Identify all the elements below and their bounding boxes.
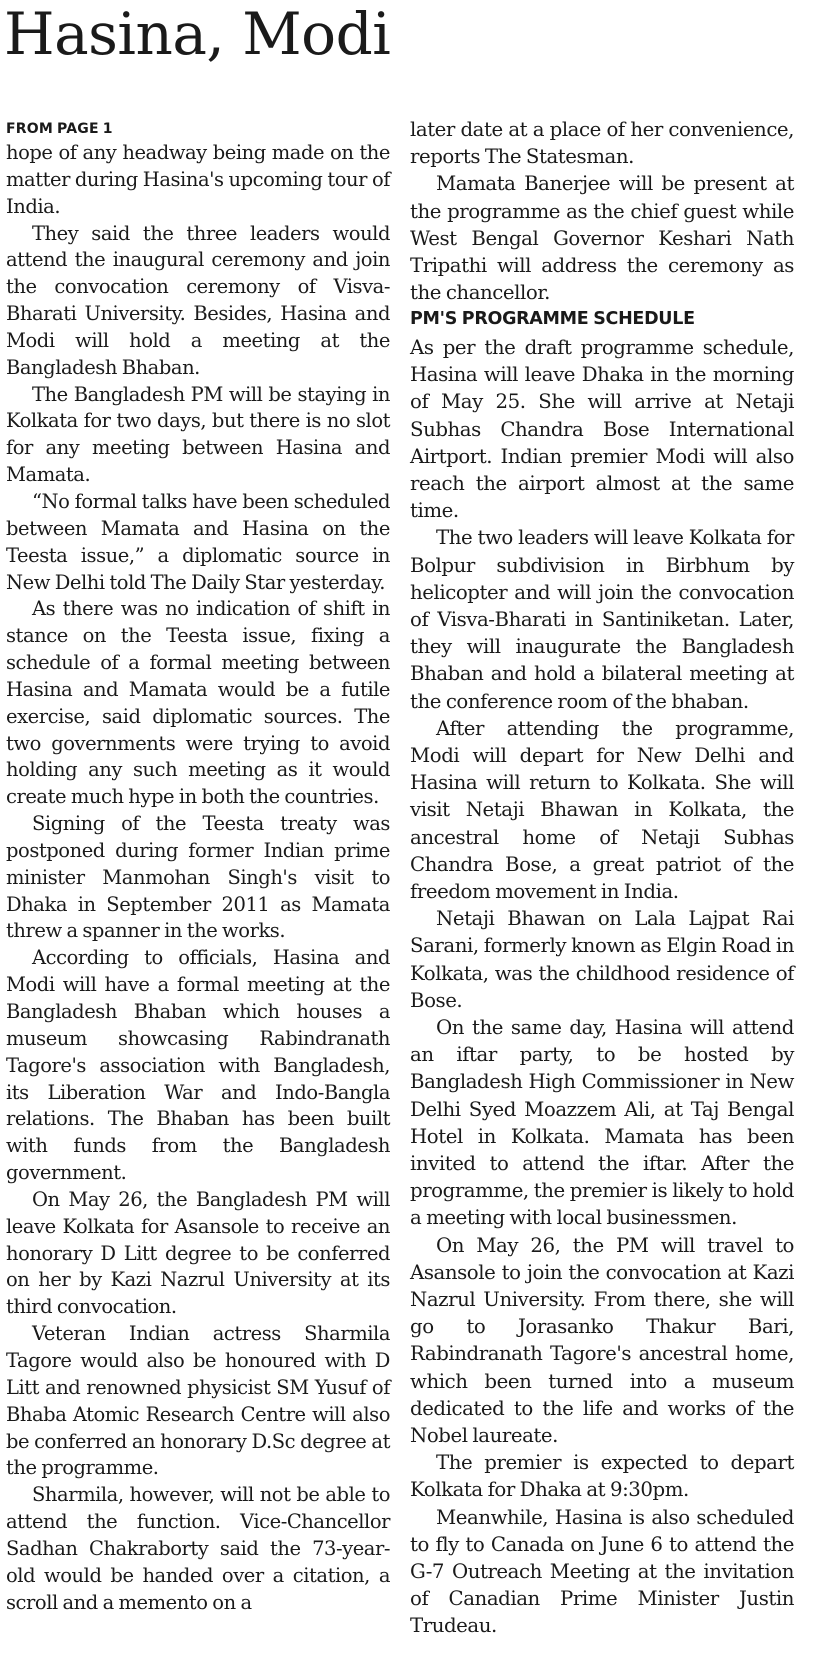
paragraph: According to officials, Hasina and Modi will have a formal meeting at the Bangladesh Bhaban which houses a museum showcasing Rabindranath Tagore's association with Bangladesh, its Liberation War and Indo-Bangla relations. The Bhaban has been built with funds from the Bangladesh government. (6, 946, 390, 1185)
paragraph: As per the draft programme schedule, Hasina will leave Dhaka in the morning of May 25. She will arrive at Netaji Subhas Chandra Bose International Airtport. Indian premier Modi will also reach the airport almost at the same time. (410, 335, 794, 523)
paragraph: After attending the programme, Modi will depart for New Delhi and Hasina will return to Kolkata. She will visit Netaji Bhawan in Kolkata, the ancestral home of Netaji Subhas Chandra Bose, a great patriot of the freedom movement in India. (410, 716, 794, 903)
paragraph: Meanwhile, Hasina is also scheduled to fly to Canada on June 6 to attend the G-7 Outreach Meeting at the invitation of Canadian Prime Minister Justin Trudeau. (410, 1505, 794, 1638)
paragraph: On May 26, the Bangladesh PM will leave Kolkata for Asansole to receive an honorary D Litt degree to be conferred on her by Kazi Nazrul University at its third convocation. (6, 1187, 390, 1319)
right-column (410, 116, 794, 1640)
paragraph: On May 26, the PM will travel to Asansole to join the convocation at Kazi Nazrul University. From there, she will go to Jorasanko Thakur Bari, Rabindranath Tagore's ancestral home, which been turned into a museum dedicated to the life and works of the Nobel laureate. (410, 1233, 794, 1448)
continued-from-label: FROM PAGE 1 (6, 121, 113, 137)
section-subhead: PM'S PROGRAMME SCHEDULE (410, 309, 695, 330)
paragraph: “No formal talks have been scheduled between Mamata and Hasina on the Teesta issue,” a diplomatic source in New Delhi told The Daily Star yesterday. (6, 489, 390, 594)
paragraph: The premier is expected to depart Kolkata for Dhaka at 9:30pm. (410, 1451, 794, 1502)
paragraph: They said the three leaders would attend the inaugural ceremony and join the convocation ceremony of Visva-Bharati University. Besides, Hasina and Modi will hold a meeting at the Bangladesh Bhaban. (6, 221, 390, 379)
paragraph: Sharmila, however, will not be able to attend the function. Vice-Chancellor Sadhan Chakraborty said the 73-year-old would be handed over a citation, a scroll and a memento on a (6, 1483, 390, 1614)
paragraph: later date at a place of her convenience, reports The Statesman. (410, 118, 794, 169)
paragraph: Veteran Indian actress Sharmila Tagore would also be honoured with D Litt and renowned physicist SM Yusuf of Bhaba Atomic Research Centre will also be conferred an honorary D.Sc degree at the programme. (6, 1322, 390, 1480)
left-column (6, 118, 390, 1616)
headline: Hasina, Modi (4, 0, 391, 68)
paragraph: Netaji Bhawan on Lala Lajpat Rai Sarani, formerly known as Elgin Road in Kolkata, was the childhood residence of Bose. (410, 907, 794, 1012)
paragraph: On the same day, Hasina will attend an iftar party, to be hosted by Bangladesh High Commissioner in New Delhi Syed Moazzem Ali, at Taj Bengal Hotel in Kolkata. Mamata has been invited to attend the iftar. After the programme, the premier is likely to hold a meeting with local businessmen. (410, 1016, 794, 1230)
paragraph: As there was no indication of shift in stance on the Teesta issue, fixing a schedule of a formal meeting between Hasina and Mamata would be a futile exercise, said diplomatic sources. The two governments were trying to avoid holding any such meeting as it would create much hype in both the countries. (6, 597, 390, 809)
paragraph: Mamata Banerjee will be present at the programme as the chief guest while West Bengal Governor Keshari Nath Tripathi will address the ceremony as the chancellor. (410, 172, 794, 305)
paragraph: hope of any headway being made on the matter during Hasina's upcoming tour of India. (6, 141, 390, 218)
paragraph: Signing of the Teesta treaty was postponed during former Indian prime minister Manmohan Singh's visit to Dhaka in September 2011 as Mamata threw a spanner in the works. (6, 812, 390, 943)
paragraph: The Bangladesh PM will be staying in Kolkata for two days, but there is no slot for any meeting between Hasina and Mamata. (6, 382, 390, 487)
paragraph: The two leaders will leave Kolkata for Bolpur subdivision in Birbhum by helicopter and will join the convocation of Visva-Bharati in Santiniketan. Later, they will inaugurate the Bangladesh Bhaban and hold a bilateral meeting at the conference room of the bhaban. (410, 526, 794, 713)
